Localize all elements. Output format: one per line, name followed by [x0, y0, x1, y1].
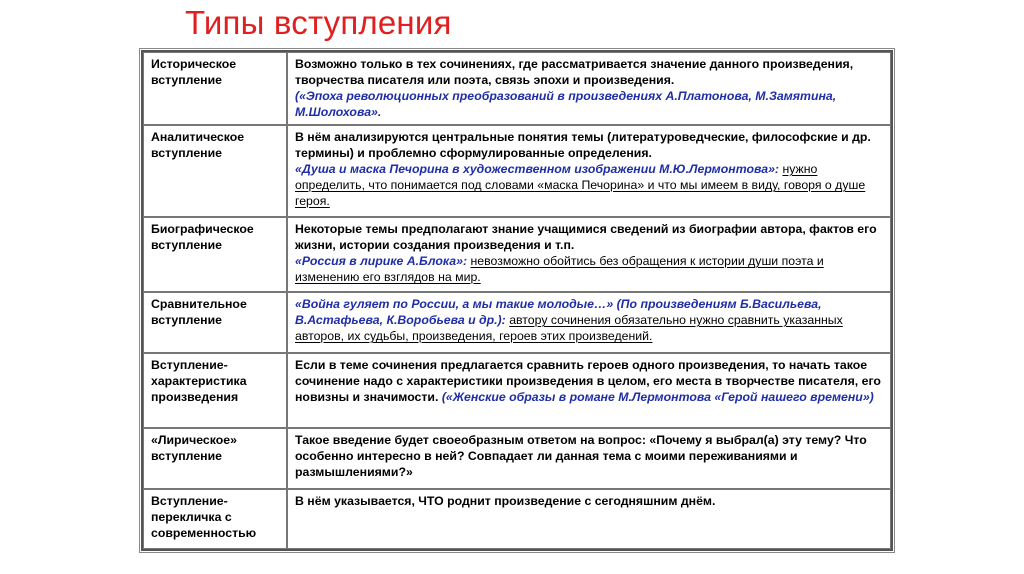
description-text: В нём указывается, ЧТО роднит произведение с сегодняшним днём. — [295, 494, 716, 508]
page-title: Типы вступления — [185, 4, 452, 41]
type-name: Вступление-характеристика произведения — [143, 353, 287, 428]
type-name: Историческое вступление — [143, 52, 287, 125]
table-row — [143, 428, 891, 489]
type-name: Вступление-перекличка с современностью — [143, 489, 287, 549]
example-note: нужно определить, что понимается под словами «маска Печорина» и что мы имеем в виду, говоря о душе героя. — [295, 162, 866, 208]
type-name: Биографическое вступление — [143, 217, 287, 292]
description-text: Такое введение будет своеобразным ответом на вопрос: «Почему я выбрал(а) эту тему? Что особенно интересно в ней? Совпадает ли данная тема с моими переживаниями и размышлениями?» — [295, 433, 867, 479]
example-topic: «Душа и маска Печорина в художественном изображении М.Ю.Лермонтова»: — [295, 162, 780, 176]
type-description — [287, 52, 891, 125]
description-text: Некоторые темы предполагают знание учащимися сведений из биографии автора, фактов его жизни, истории создания произведения и т.п. — [295, 222, 877, 252]
table-row — [143, 353, 891, 428]
type-name: Аналитическое вступление — [143, 125, 287, 217]
type-description — [287, 489, 891, 549]
type-description — [287, 292, 891, 353]
table-row — [143, 489, 891, 549]
intro-types-table — [141, 50, 893, 551]
description-text: Если в теме сочинения предлагается сравнить героев одного произведения, то начать такое сочинение надо с характеристики произведения в целом, его места в творчестве писателя, его новизны и значимости. — [295, 358, 881, 404]
table-row — [143, 292, 891, 353]
example-note: автору сочинения обязательно нужно сравнить указанных авторов, их судьбы, произведения, героев этих произведений. — [295, 313, 843, 343]
description-text: Возможно только в тех сочинениях, где рассматривается значение данного произведения, творчества писателя или поэта, связь эпохи и произведения. — [295, 57, 854, 87]
example-topic: «Война гуляет по России, а мы такие молодые…» (По произведениям Б.Васильева, В.Астафьева, К.Воробьева и др.): — [295, 297, 822, 327]
type-description — [287, 428, 891, 489]
example-note: невозможно обойтись без обращения к истории души поэта и изменению его взглядов на мир. — [295, 254, 824, 284]
table-row — [143, 52, 891, 125]
table-row — [143, 125, 891, 217]
example-topic: («Женские образы в романе М.Лермонтова «Герой нашего времени») — [441, 390, 874, 404]
type-description — [287, 353, 891, 428]
description-text: В нём анализируются центральные понятия темы (литературоведческие, философские и др. термины) и проблемно сформулированные определения. — [295, 130, 871, 160]
type-name: «Лирическое» вступление — [143, 428, 287, 489]
type-name: Сравнительное вступление — [143, 292, 287, 353]
table-row — [143, 217, 891, 292]
example-topic: («Эпоха революционных преобразований в произведениях А.Платонова, М.Замятина, М.Шолохова». — [295, 89, 837, 119]
type-description — [287, 217, 891, 292]
example-topic: «Россия в лирике А.Блока»: — [295, 254, 468, 268]
type-description — [287, 125, 891, 217]
